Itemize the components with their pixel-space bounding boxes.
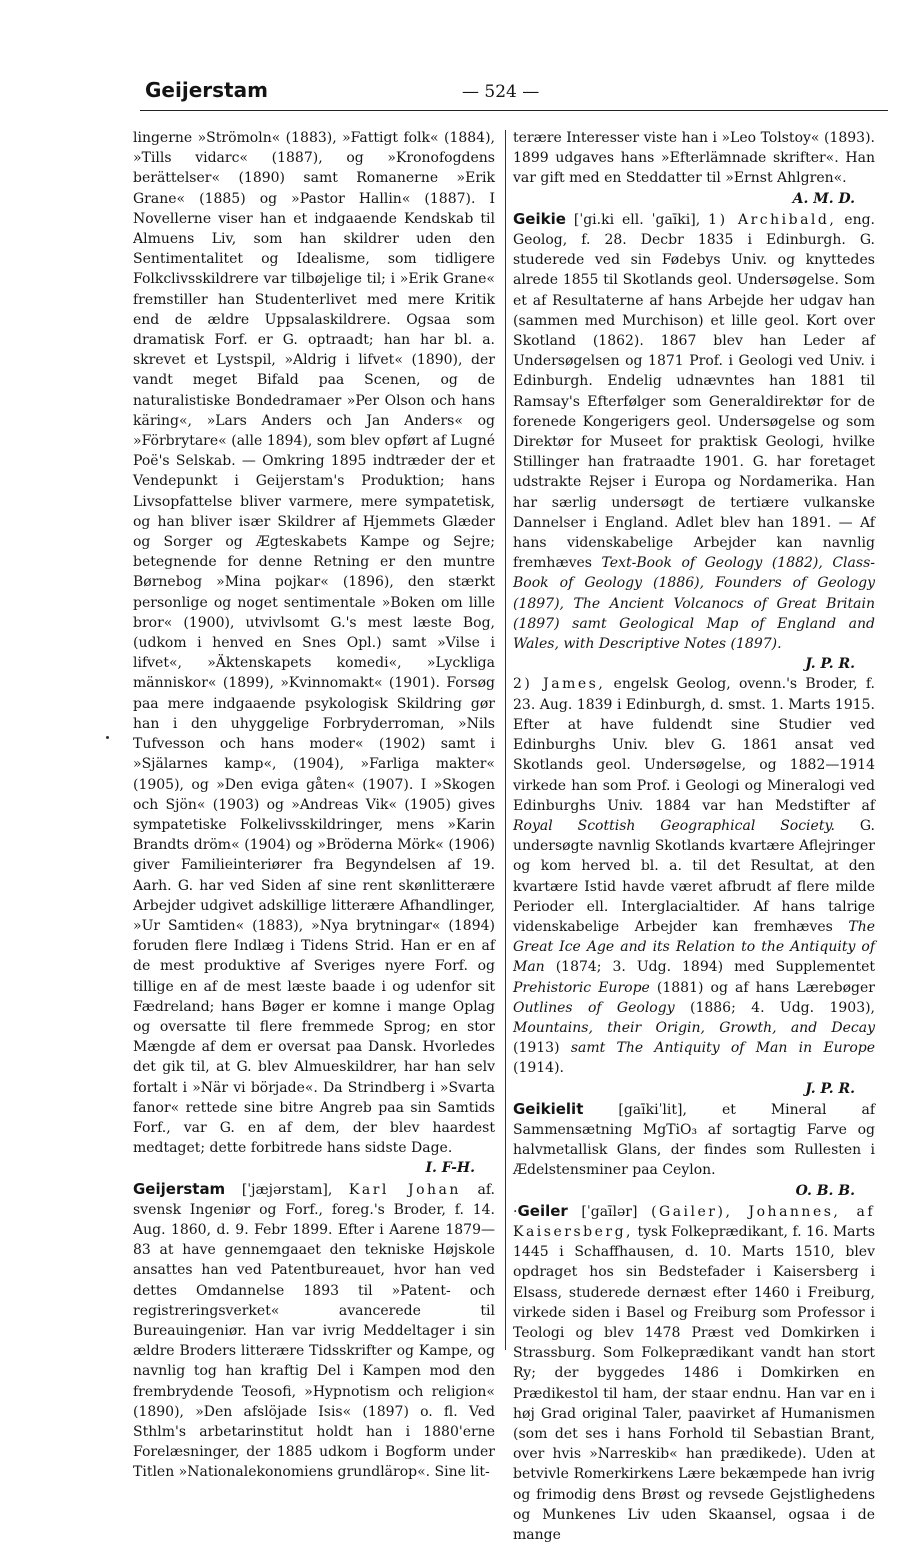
entry-text: (1886; 4. Udg. 1903), (690, 999, 876, 1016)
signature: J. P. R. (805, 1080, 855, 1097)
continuation-text: lingerne »Strömoln« (1883), »Fattigt folk« (1884), »Tills vidarc« (1887), og »Kronofogdens berättelser« (1890) samt Romanerne »Erik Grane« (1885) og »Pastor Hallin« (1887). I Novellerne viser han et indgaaende Kendskab til Almuens Liv, som han skildrer uden den Sentimentalitet og Idealisme, som tidligere Folkclivsskildrere var tilbøjelige til; i »Erik Grane« fremstiller han Studenterlivet med mere Kritik end de ældre Uppsalaskildrere. Ogsaa som dramatisk Forf. er G. optraadt; han har bl. a. skrevet et Lystspil, »Aldrig i lifvet« (1890), der vandt meget Bifald paa Scenen, og de naturalistiske Bondedramaer »Per Olson och hans käring«, »Lars Anders och Jan Anders« og »Förbrytare« (alle 1894), som blev opført af Lugné Poë's Selskab. — Omkring 1895 indtræder der et Vendepunkt i Geijerstam's Produktion; hans Livsopfattelse bliver varmere, mere sympatetisk, og han bliver især Skildrer af Hjemmets Glæder og Sorger og Ægteskabets Kampe og Sejre; betegnende for denne Retning er den muntre Børnebog »Mina pojkar« (1896), den stærkt personlige og noget sentimentale »Boken om lille bror« (1900), utvivlsomt G.'s mest læste Bog, (udkom i henved en Snes Opl.) samt »Vilse i lifvet«, »Äktenskapets komedi«, »Lyckliga människor« (1899), »Kvinnomakt« (1901). Forsøg paa mere indgaaende psykologisk Skildring gør han i den uhyggelige Forbryderroman, »Nils Tufvesson och hans moder« (1902) samt i »Själarnes kamp«, (1904), »Farliga makter« (1905), og »Den eviga gåten« (1907). I »Skogen och Sjön« (1903) og »Andreas Vik« (1905) gives sympatetiske Folkelivsskildringer, mens »Karin Brandts dröm« (1904) og »Bröderna Mörk« (1906) giver Familieinteriører fra Begyndelsen af 19. Aarh. G. har ved Siden af sine rent skønlitterære Arbejder udgivet adskillige litterære Afhandlinger, »Ur Samtiden« (1883), »Nya brytningar« (1894) foruden flere Indlæg i Tidens Strid. Han er en af de mest produktive af Sveriges nyere Forf. og tillige en af de mest læste baade i og udenfor sit Fædreland; hans Bøger er komne i mange Oplag og oversatte til flere fremmede Sprog; en stor Mængde af dem er oversat paa Dansk. Hvorledes det gik til, at G. blev Almueskildrer, har han selv fortalt i »När vi började«. Da Strindberg i »Svarta fanor« rettede sine bitre Angreb paa sin Samtids Forf., var G. en af dem, der blev haardest medtaget; dette forbitrede hans sidste Dage. (133, 130, 495, 1157)
headword: Geiler (517, 1201, 568, 1220)
entry-text: eng. Geolog, f. 28. Decbr 1835 i Edinburgh. G. studerede ved sin Fødebys Univ. og knyttedes alrede 1855 til Skotlands geol. Undersøgelse. Som et af Resultaterne af hans Arbejde her udgav han (sammen med Murchison) et lille geol. Kort over Skotland (1862). 1867 blev han Leder af Undersøgelsen og 1871 Prof. i Geologi ved Univ. i Edinburgh. Endelig udnævntes han 1881 til Ramsay's Efterfølger som Generaldirektør for de forenede Kongerigers geol. Undersøgelse og som Direktør for Museet for praktisk Geologi, hvilke Stillinger han fratraadte 1901. G. har foretaget udstrakte Rejser i Europa og Nordamerika. Han har særlig undersøgt de tertiære vulkanske Dannelser i England. Adlet blev han 1891. — Af hans videnskabelige Arbejder kan navnlig fremhæves (513, 211, 876, 572)
work-title: samt The Antiquity of Man in Europe (570, 1040, 875, 1057)
pronunciation: [ˈgi.ki ell. ˈgaīki], (573, 211, 701, 228)
person-name: 1) Archibald, (708, 211, 837, 228)
signature: A. M. D. (792, 190, 855, 207)
entry-text: (1913) (513, 1040, 560, 1057)
margin-mark (106, 736, 109, 739)
pronunciation: [ˈjæjərstam], (241, 1181, 333, 1198)
pronunciation: [ˈgaīlər] (581, 1203, 638, 1220)
entry-geikielit (513, 1099, 875, 1181)
person-name: (Gailer), Johannes, af Kaisersberg, (513, 1203, 876, 1240)
signature: J. P. R. (805, 656, 855, 673)
entry-text: tysk Folkeprædikant, f. 16. Marts 1445 i Schaffhausen, d. 10. Marts 1510, blev opdraget hos sin Bedstefader i Kaisersberg i Elsass, studerede dernæst efter 1460 i Freiburg, virkede siden i Basel og Freiburg som Professor i Teologi og blev 1478 Præst ved Domkirken i Strassburg. Som Folkeprædikant vandt han stort Ry; der byggedes 1486 i Domkirken en Prædikestol til ham, der staar endnu. Han var en i høj Grad original Taler, paavirket af Humanismen (som det ses i hans Forhold til Sebastian Brant, over hvis »Narreskib« han prædikede). Uden at betvivle Romerkirkens Lære bekæmpede han ivrig og frimodig dens Brøst og revsede Gejstlighedens og Munkenes Liv uden Skaansel, ogsaa i de mange (513, 1223, 876, 1544)
entry-marker: · (513, 1203, 518, 1220)
entry-geijerstam-karl-johan (133, 1179, 495, 1483)
entry-text: (1914). (513, 1060, 565, 1077)
header-rule (140, 110, 888, 111)
left-column (133, 128, 495, 1483)
society-name: Royal Scottish Geographical Society. (513, 817, 835, 834)
running-head: Geijerstam (145, 78, 268, 102)
right-column (513, 128, 875, 1545)
entry-text: (1881) og af hans Lærebøger (656, 979, 875, 996)
signature: I. F-H. (425, 1160, 475, 1177)
work-title: Mountains, their Origin, Growth, and Decay (513, 1019, 875, 1036)
entry-text: et Mineral af Sammensætning MgTiO₃ af sortagtig Farve og halvmetallisk Glans, der findes som Rullesten i Ædelstensminer paa Ceylon. (513, 1101, 875, 1179)
work-titles: Text-Book of Geology (1882), Class-Book of Geology (1886), Founders of Geology (1897), The Ancient Volcanocs of Great Britain (1897) samt Geological Map of England and Wales, with Descriptive Notes (1897). (513, 555, 875, 653)
entry-geikie-james (513, 674, 875, 1078)
work-title: Outlines of Geology (513, 999, 675, 1016)
continuation-text: terære Interesser viste han i »Leo Tolstoy« (1893). 1899 udgaves hans »Efterlämnade skrifter«. Han var gift med en Steddatter til »Ernst Ahlgren«. (513, 130, 875, 187)
signature: O. B. B. (795, 1182, 855, 1199)
person-name: Karl Johan (348, 1181, 461, 1198)
entry-geiler (513, 1201, 875, 1545)
entry-text: G. undersøgte navnlig Skotlands kvartære Aflejringer og kom herved bl. a. til det Resultat, at den kvartære Istid havde været afbrudt af flere milde Perioder ell. Interglacialtider. Af hans talrige videnskabelige Arbejder kan fremhæves (513, 817, 875, 935)
headword: Geijerstam (133, 1179, 226, 1198)
page-number: — 524 — (462, 82, 540, 102)
work-title: The Great Ice Age and its Relation to the Antiquity of Man (513, 918, 876, 976)
work-title: Prehistoric Europe (513, 979, 650, 996)
entry-text: (1874; 3. Udg. 1894) med Supplementet (555, 959, 875, 976)
entry-text: engelsk Geolog, ovenn.'s Broder, f. 23. Aug. 1839 i Edinburgh, d. smst. 1. Marts 1915. Efter at have fuldendt sine Studier ved Edinburghs Univ. blev G. 1861 ansat ved Skotlands geol. Undersøgelse, og 1882—1914 virkede han som Prof. i Geologi og Mineralogi ved Edinburghs Univ. 1884 var han Medstifter af (513, 676, 875, 814)
person-name: 2) James, (513, 676, 606, 693)
headword: Geikie (513, 209, 566, 228)
headword: Geikielit (513, 1099, 584, 1118)
entry-geikie (513, 209, 875, 654)
pronunciation: [gaīkiˈlit], (618, 1101, 687, 1118)
entry-text: af. svensk Ingeniør og Forf., foreg.'s Broder, f. 14. Aug. 1860, d. 9. Febr 1899. Efter i Aarene 1879—83 at have gennemgaaet den tekniske Højskole ansattes han ved Patentbureauet, hvor han ved dettes Omdannelse 1893 til »Patent- och registreringsverket« avancerede til Bureauingeniør. Han var ivrig Meddeltager i sin ældre Broders litterære Tidsskrifter og Kampe, og navnlig tog han kraftig Del i Kampen mod den frembrydende Teosofi, »Hypnotism och religion« (1890), »Den afslöjade Isis« (1897) o. fl. Ved Sthlm's arbetarinstitut holdt han i 1880'erne Forelæsninger, der 1885 udkom i Bogform under Titlen »Nationalekonomiens grundlärор«. Sine lit- (133, 1181, 495, 1481)
column-divider (505, 130, 506, 1350)
